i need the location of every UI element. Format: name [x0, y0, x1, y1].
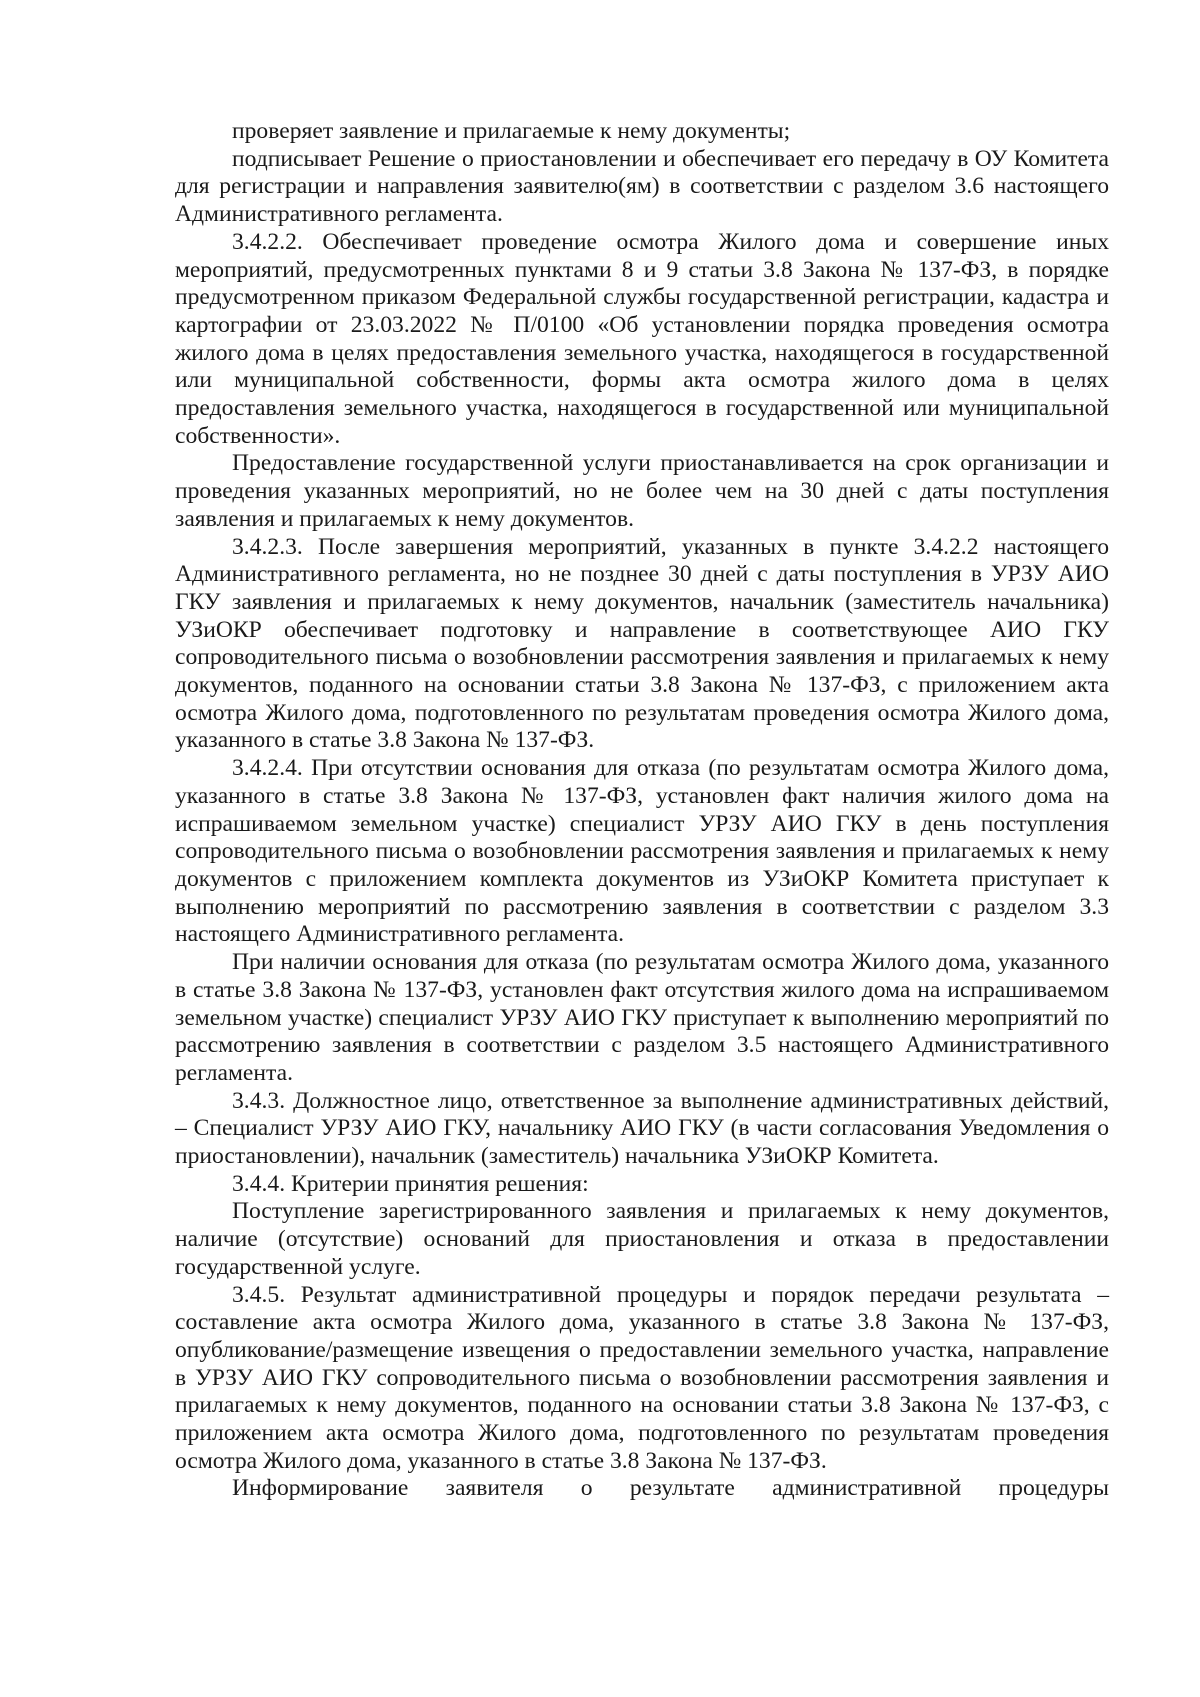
document-page — [175, 118, 1109, 1503]
paragraph-3-4-3: 3.4.3. Должностное лицо, ответственное за выполнение административных действий, – Специалист УРЗУ АИО ГКУ, начальнику АИО ГКУ (в части согласования Уведомления о приостановлении), начальник (заместитель) начальника УЗиОКР Комитета. — [175, 1087, 1109, 1170]
paragraph-3-4-4: 3.4.4. Критерии принятия решения: — [232, 1170, 589, 1197]
paragraph-check-documents: проверяет заявление и прилагаемые к нему документы; — [232, 118, 791, 144]
paragraph-3-4-2-3: 3.4.2.3. После завершения мероприятий, указанных в пункте 3.4.2.2 настоящего Административного регламента, но не позднее 30 дней с даты поступления в УРЗУ АИО ГКУ заявления и прилагаемых к нему документов, начальник (заместитель начальника) УЗиОКР обеспечивает подготовку и направление в соответствующее АИО ГКУ сопроводительного письма о возобновлении рассмотрения заявления и прилагаемых к нему документов, поданного на основании статьи 3.8 Закона № 137-ФЗ, с приложением акта осмотра Жилого дома, подготовленного по результатам проведения осмотра Жилого дома, указанного в статье 3.8 Закона № 137-ФЗ. — [175, 533, 1109, 754]
paragraph-informing-applicant: Информирование заявителя о результате административной процедуры — [232, 1475, 1109, 1502]
paragraph-refusal-grounds: При наличии основания для отказа (по результатам осмотра Жилого дома, указанного в статье 3.8 Закона № 137-ФЗ, установлен факт отсутствия жилого дома на испрашиваемом земельном участке) специалист УРЗУ АИО ГКУ приступает к выполнению мероприятий по рассмотрению заявления в соответствии с разделом 3.5 настоящего Административного регламента. — [175, 949, 1109, 1086]
paragraph-suspension-term: Предоставление государственной услуги приостанавливается на срок организации и проведения указанных мероприятий, но не более чем на 30 дней с даты поступления заявления и прилагаемых к нему документов. — [175, 450, 1109, 532]
paragraph-sign-decision: подписывает Решение о приостановлении и обеспечивает его передачу в ОУ Комитета для регистрации и направления заявителю(ям) в соответствии с разделом 3.6 настоящего Административного регламента. — [175, 145, 1109, 228]
paragraph-3-4-5: 3.4.5. Результат административной процедуры и порядок передачи результата – составление акта осмотра Жилого дома, указанного в статье 3.8 Закона № 137-ФЗ, опубликование/размещение извещения о предоставлении земельного участка, направление в УРЗУ АИО ГКУ сопроводительного письма о возобновлении рассмотрения заявления и прилагаемых к нему документов, поданного на основании статьи 3.8 Закона № 137-ФЗ, с приложением акта осмотра Жилого дома, подготовленного по результатам проведения осмотра Жилого дома, указанного в статье 3.8 Закона № 137-ФЗ. — [175, 1281, 1109, 1474]
paragraph-decision-criteria: Поступление зарегистрированного заявления и прилагаемых к нему документов, наличие (отсутствие) оснований для приостановления и отказа в предоставлении государственной услуге. — [175, 1198, 1109, 1280]
paragraph-3-4-2-2: 3.4.2.2. Обеспечивает проведение осмотра Жилого дома и совершение иных мероприятий, предусмотренных пунктами 8 и 9 статьи 3.8 Закона № 137-ФЗ, в порядке предусмотренном приказом Федеральной службы государственной регистрации, кадастра и картографии от 23.03.2022 № П/0100 «Об установлении порядка проведения осмотра жилого дома в целях предоставления земельного участка, находящегося в государственной или муниципальной собственности, формы акта осмотра жилого дома в целях предоставления земельного участка, находящегося в государственной или муниципальной собственности». — [175, 228, 1109, 449]
paragraph-3-4-2-4: 3.4.2.4. При отсутствии основания для отказа (по результатам осмотра Жилого дома, указанного в статье 3.8 Закона № 137-ФЗ, установлен факт наличия жилого дома на испрашиваемом земельном участке) специалист УРЗУ АИО ГКУ в день поступления сопроводительного письма о возобновлении рассмотрения заявления и прилагаемых к нему документов с приложением комплекта документов из УЗиОКР Комитета приступает к выполнению мероприятий по рассмотрению заявления в соответствии с разделом 3.3 настоящего Административного регламента. — [175, 755, 1109, 948]
